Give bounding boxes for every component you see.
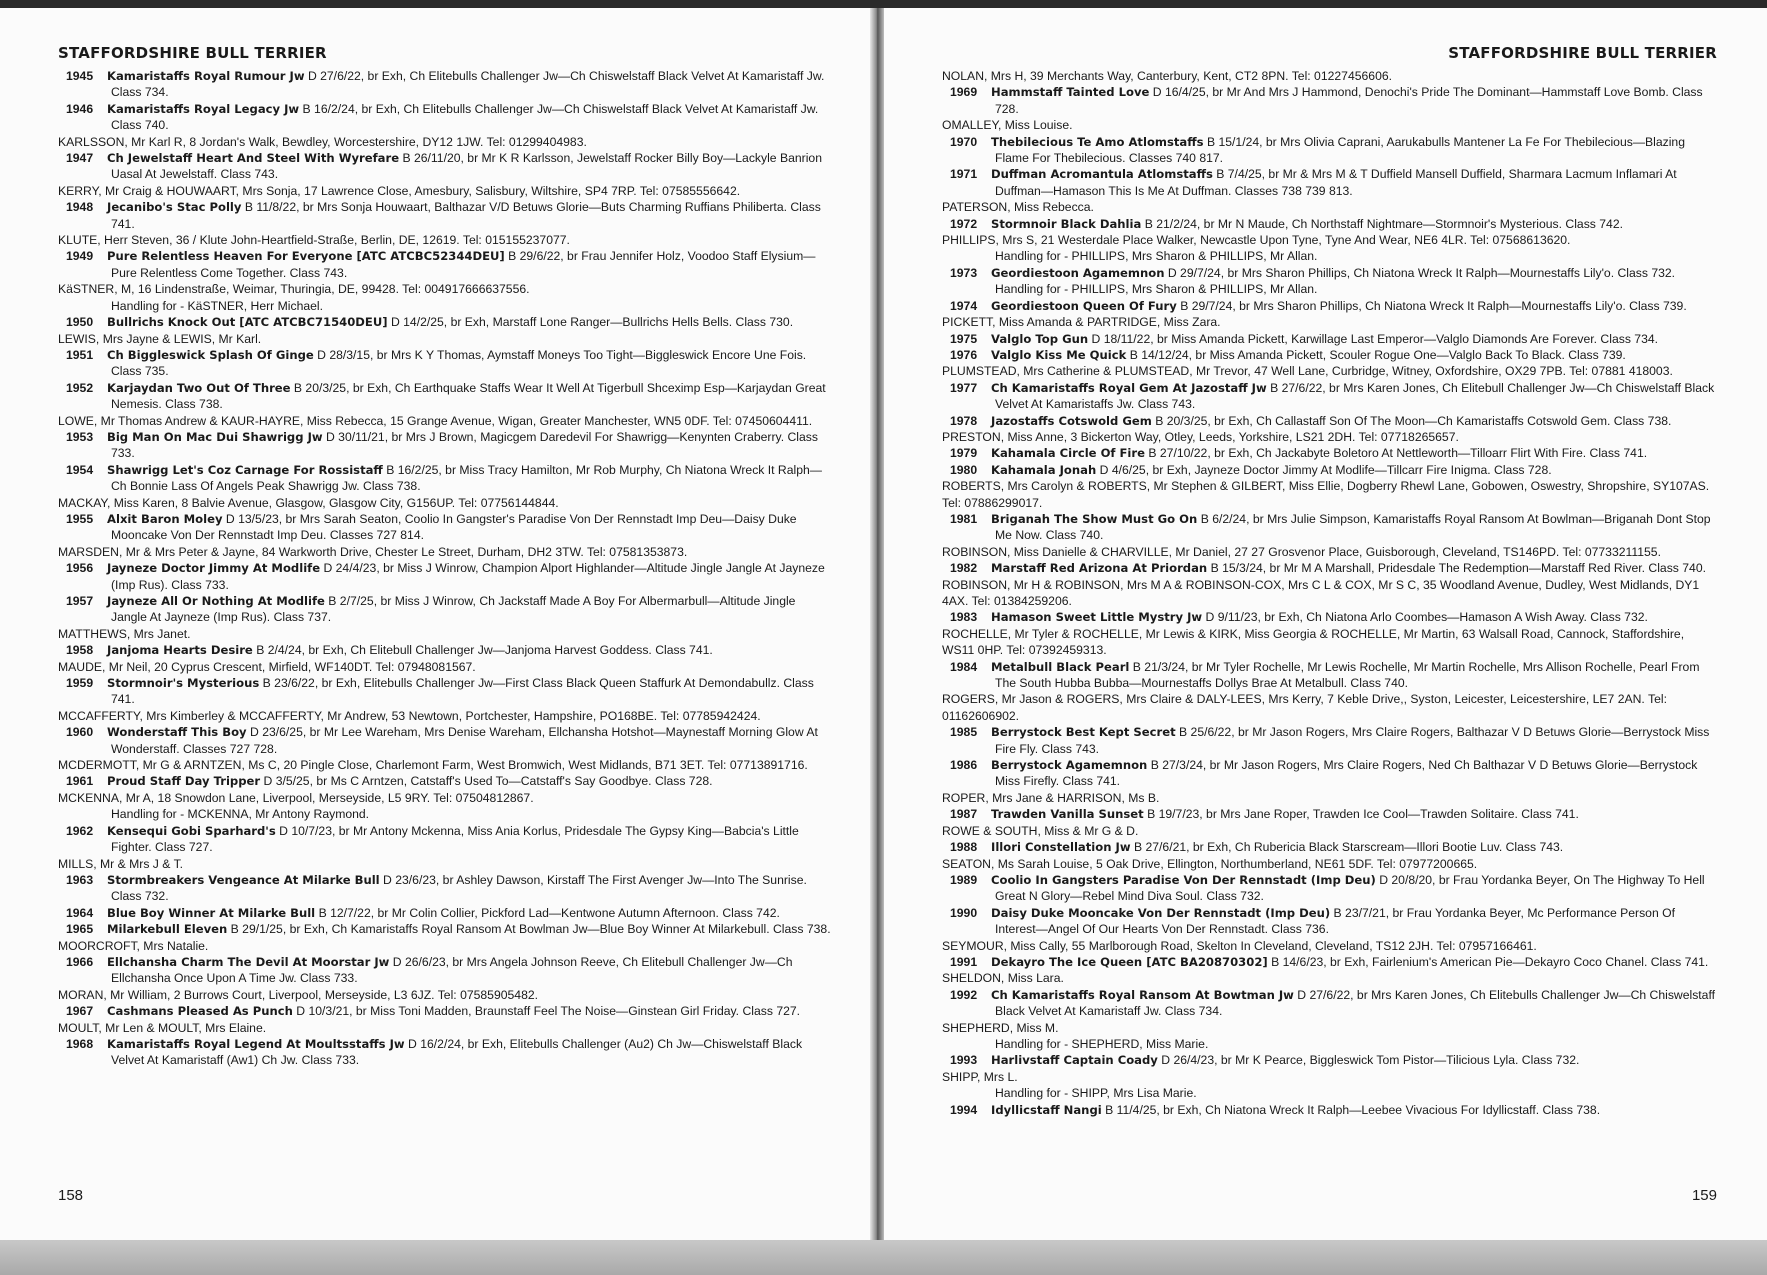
- entry-details: D 3/5/25, br Ms C Arntzen, Catstaff's Used To—Catstaff's Say Goodbye. Class 728.: [263, 774, 713, 789]
- catalogue-entry: [58, 642, 834, 658]
- dog-name: Harlivstaff Captain Coady: [991, 1053, 1158, 1068]
- entry-number: 1985: [950, 725, 978, 740]
- entry-number: 1980: [950, 462, 978, 477]
- catalogue-entry: [58, 248, 834, 281]
- catalogue-entry: [942, 347, 1717, 363]
- entry-details: D 10/7/23, br Mr Antony Mckenna, Miss Ania Korlus, Pridesdale The Gypsy King—Babcia's Little Fighter. Class 727.: [111, 823, 799, 855]
- dog-name: Trawden Vanilla Sunset: [991, 807, 1144, 822]
- catalogue-entry: [942, 331, 1717, 347]
- catalogue-entry: [58, 675, 834, 708]
- catalogue-entry: [58, 954, 834, 987]
- catalogue-entry: [58, 101, 834, 134]
- dog-name: Milarkebull Eleven: [107, 922, 228, 937]
- page-heading: STAFFORDSHIRE BULL TERRIER: [1448, 44, 1717, 62]
- entry-details: B 23/7/21, br Frau Yordanka Beyer, Mc Performance Person Of Interest—Angel Of Our Hearts Von Der Rennstadt. Class 736.: [995, 905, 1675, 937]
- catalogue-entry: [942, 806, 1717, 822]
- entry-number: 1975: [950, 331, 978, 346]
- dog-name: Geordiestoon Agamemnon: [991, 265, 1165, 280]
- catalogue-entry: [942, 511, 1717, 544]
- entry-list: [58, 68, 834, 1069]
- catalogue-entry: [942, 1052, 1717, 1068]
- entry-details: D 29/7/24, br Mrs Sharon Phillips, Ch Niatona Wreck It Ralph—Mournestaffs Lily'o. Class 732.: [1167, 265, 1676, 280]
- entry-details: B 11/4/25, br Exh, Ch Niatona Wreck It Ralph—Leebee Vivacious For Idyllicstaff. Class 738.: [1105, 1102, 1601, 1117]
- owner-line: KERRY, Mr Craig & HOUWAART, Mrs Sonja, 17 Lawrence Close, Amesbury, Salisbury, Wiltshire, SP4 7RP. Tel: 07585556642.: [58, 183, 741, 198]
- catalogue-entry: [942, 84, 1717, 117]
- entry-number: 1987: [950, 807, 978, 822]
- dog-name: Berrystock Best Kept Secret: [991, 725, 1176, 740]
- entry-number: 1992: [950, 987, 978, 1002]
- catalogue-entry: [942, 659, 1717, 692]
- owner-line: MACKAY, Miss Karen, 8 Balvie Avenue, Glasgow, Glasgow City, G156UP. Tel: 07756144844.: [58, 495, 559, 510]
- entry-number: 1983: [950, 610, 978, 625]
- entry-number: 1971: [950, 167, 978, 182]
- catalogue-entry: [942, 560, 1717, 576]
- entry-number: 1991: [950, 954, 978, 969]
- catalogue-entry: [58, 1003, 834, 1019]
- entry-details: D 24/4/23, br Miss J Winrow, Champion Alport Highlander—Altitude Jingle Jangle At Jayneze (Imp Rus). Class 733.: [111, 561, 825, 592]
- dog-name: Kahamala Jonah: [991, 462, 1097, 477]
- catalogue-entry: [942, 724, 1717, 757]
- entry-number: 1949: [66, 249, 94, 264]
- entry-number: 1945: [66, 69, 94, 83]
- catalogue-entry: [942, 462, 1717, 478]
- entry-details: B 20/3/25, br Exh, Ch Callastaff Son Of The Moon—Ch Kamaristaffs Cotswold Gem. Class 738.: [1155, 413, 1672, 428]
- dog-name: Kamaristaffs Royal Legacy Jw: [107, 101, 300, 116]
- dog-name: Kahamala Circle Of Fire: [991, 446, 1145, 461]
- owner-line: PRESTON, Miss Anne, 3 Bickerton Way, Otley, Leeds, Yorkshire, LS21 2DH. Tel: 07718265657.: [942, 429, 1459, 444]
- dog-name: Geordiestoon Queen Of Fury: [991, 298, 1177, 313]
- entry-details: B 16/2/25, br Miss Tracy Hamilton, Mr Rob Murphy, Ch Niatona Wreck It Ralph—Ch Bonnie Lass Of Angels Peak Shawrigg Jw. Class 738.: [111, 462, 822, 494]
- entry-number: 1976: [950, 347, 978, 362]
- entry-details: D 13/5/23, br Mrs Sarah Seaton, Coolio In Gangster's Paradise Von Der Rennstadt Imp Deu—Daisy Duke Mooncake Von Der Rennstadt Imp Deu. Classes 727 814.: [111, 511, 797, 543]
- entry-number: 1977: [950, 380, 978, 395]
- entry-details: B 14/6/23, br Exh, Fairlenium's American Pie—Dekayro Coco Chanel. Class 741.: [1271, 954, 1709, 969]
- catalogue-entry: [58, 150, 834, 183]
- entry-number: 1969: [950, 85, 978, 100]
- owner-line: KäSTNER, M, 16 Lindenstraße, Weimar, Thuringia, DE, 99428. Tel: 004917666637556.: [58, 282, 530, 297]
- entry-details: B 6/2/24, br Mrs Julie Simpson, Kamaristaffs Royal Ransom At Bowlman—Briganah Dont Stop Me Now. Class 740.: [995, 511, 1711, 543]
- owner-line: PICKETT, Miss Amanda & PARTRIDGE, Miss Zara.: [942, 315, 1221, 330]
- entry-details: B 16/2/24, br Exh, Ch Elitebulls Challenger Jw—Ch Chiswelstaff Black Velvet At Kamaristaff Jw. Class 740.: [111, 101, 819, 133]
- owner-line: MILLS, Mr & Mrs J & T.: [58, 856, 184, 871]
- owner-line: ROBINSON, Miss Danielle & CHARVILLE, Mr Daniel, 27 27 Grosvenor Place, Guisborough, Cleveland, TS146PD. Tel: 07733211155.: [942, 544, 1661, 559]
- entry-details: B 21/3/24, br Mr Tyler Rochelle, Mr Lewis Rochelle, Mr Martin Rochelle, Mrs Allison Rochelle, Pearl From The South Hubba Bubba—Mournestaffs Dollys Brae At Metalbull. Class 740.: [995, 659, 1700, 691]
- catalogue-entry: [58, 921, 834, 937]
- entry-number: 1965: [66, 922, 94, 937]
- entry-details: D 30/11/21, br Mrs J Brown, Magicgem Daredevil For Shawrigg—Kenynten Craberry. Class 733.: [111, 429, 818, 461]
- catalogue-entry: [942, 298, 1717, 314]
- entry-details: B 2/7/25, br Miss J Winrow, Ch Jackstaff Made A Boy For Albermarbull—Altitude Jingle Jangle At Jayneze (Imp Rus). Class 737.: [111, 594, 796, 625]
- owner-line: PATERSON, Miss Rebecca.: [942, 200, 1094, 215]
- catalogue-entry: [942, 872, 1717, 905]
- dog-name: Duffman Acromantula Atlomstaffs: [991, 167, 1213, 182]
- entry-details: B 27/6/21, br Exh, Ch Rubericia Black Starscream—Illori Bootie Luv. Class 743.: [1133, 840, 1564, 855]
- catalogue-entry: [942, 380, 1717, 413]
- entry-details: B 19/7/23, br Mrs Jane Roper, Trawden Ice Cool—Trawden Solitaire. Class 741.: [1147, 807, 1579, 822]
- entry-details: B 11/8/22, br Mrs Sonja Houwaart, Balthazar V/D Betuws Glorie—Buts Charming Ruffians Philiberta. Class 741.: [111, 200, 821, 231]
- entry-number: 1962: [66, 823, 94, 838]
- dog-name: Coolio In Gangsters Paradise Von Der Rennstadt (Imp Deu): [991, 872, 1376, 887]
- entry-details: B 26/11/20, br Mr K R Karlsson, Jewelstaff Rocker Billy Boy—Lackyle Banrion Uasal At Jewelstaff. Class 743.: [111, 151, 822, 182]
- catalogue-page-left: [0, 8, 870, 1240]
- entry-number: 1978: [950, 413, 978, 428]
- entry-details: D 18/11/22, br Miss Amanda Pickett, Karwillage Last Emperor—Valglo Diamonds Are Forever. Class 734.: [1091, 331, 1659, 346]
- dog-name: Briganah The Show Must Go On: [991, 511, 1198, 526]
- owner-line: ROBERTS, Mrs Carolyn & ROBERTS, Mr Stephen & GILBERT, Miss Ellie, Dogberry Rhewl Lane, Gobowen, Oswestry, Shropshire, SY107AS. Tel: 07886299017.: [942, 479, 1710, 510]
- entry-number: 1956: [66, 561, 94, 576]
- handler-line: Handling for - PHILLIPS, Mrs Sharon & PHILLIPS, Mr Allan.: [995, 249, 1318, 264]
- entry-number: 1981: [950, 511, 978, 526]
- owner-line: ROPER, Mrs Jane & HARRISON, Ms B.: [942, 790, 1160, 805]
- catalogue-entry: [942, 216, 1717, 232]
- owner-line: MCCAFFERTY, Mrs Kimberley & MCCAFFERTY, Mr Andrew, 53 Newtown, Portchester, Hampshire, PO168BE. Tel: 07785942424.: [58, 708, 761, 723]
- page-number: 158: [58, 1187, 84, 1204]
- entry-details: D 26/4/23, br Mr K Pearce, Biggleswick Tom Pistor—Tilicious Lyla. Class 732.: [1161, 1053, 1580, 1068]
- catalogue-entry: [58, 560, 834, 593]
- entry-list: [942, 68, 1717, 1118]
- owner-line: NOLAN, Mrs H, 39 Merchants Way, Canterbury, Kent, CT2 8PN. Tel: 01227456606.: [942, 69, 1393, 83]
- entry-details: D 16/4/25, br Mr And Mrs J Hammond, Denochi's Pride The Dominant—Hammstaff Love Bomb. Class 728.: [995, 85, 1703, 116]
- owner-line: SHIPP, Mrs L.: [942, 1069, 1018, 1084]
- entry-details: B 27/3/24, br Mr Jason Rogers, Mrs Claire Rogers, Ned Ch Balthazar V D Betuws Glorie—Berrystock Miss Firefly. Class 741.: [995, 758, 1698, 789]
- catalogue-entry: [942, 757, 1717, 790]
- owner-line: MOULT, Mr Len & MOULT, Mrs Elaine.: [58, 1020, 267, 1035]
- catalogue-entry: [58, 593, 834, 626]
- catalogue-entry: [58, 347, 834, 380]
- dog-name: Hammstaff Tainted Love: [991, 85, 1150, 100]
- entry-number: 1961: [66, 774, 94, 789]
- entry-number: 1968: [66, 1036, 94, 1051]
- dog-name: Ellchansha Charm The Devil At Moorstar Jw: [107, 954, 390, 969]
- entry-details: D 16/2/24, br Exh, Elitebulls Challenger (Au2) Ch Jw—Chiswelstaff Black Velvet At Kamaristaff (Aw1) Ch Jw. Class 733.: [111, 1036, 803, 1068]
- entry-number: 1953: [66, 429, 94, 444]
- catalogue-page-right: [884, 8, 1767, 1240]
- entry-details: B 15/3/24, br Mr M A Marshall, Pridesdale The Redemption—Marstaff Red River. Class 740.: [1210, 561, 1706, 576]
- owner-line: MORAN, Mr William, 2 Burrows Court, Liverpool, Merseyside, L3 6JZ. Tel: 07585905482.: [58, 987, 539, 1002]
- catalogue-entry: [942, 987, 1717, 1020]
- catalogue-entry: [942, 609, 1717, 625]
- owner-line: MCKENNA, Mr A, 18 Snowdon Lane, Liverpool, Merseyside, L5 9RY. Tel: 07504812867.: [58, 790, 534, 805]
- dog-name: Jayneze All Or Nothing At Modlife: [107, 594, 325, 608]
- catalogue-entry: [942, 413, 1717, 429]
- dog-name: Daisy Duke Mooncake Von Der Rennstadt (Imp Deu): [991, 905, 1331, 920]
- handler-line: Handling for - MCKENNA, Mr Antony Raymond.: [111, 807, 370, 822]
- owner-line: MOORCROFT, Mrs Natalie.: [58, 938, 209, 953]
- dog-name: Hamason Sweet Little Mystry Jw: [991, 610, 1203, 625]
- entry-details: D 28/3/15, br Mrs K Y Thomas, Aymstaff Moneys Too Tight—Biggleswick Encore Une Fois. Class 735.: [111, 347, 807, 379]
- catalogue-entry: [942, 445, 1717, 461]
- entry-number: 1964: [66, 905, 94, 920]
- entry-details: B 12/7/22, br Mr Colin Collier, Pickford Lad—Kentwone Autumn Afternoon. Class 742.: [318, 905, 780, 920]
- catalogue-entry: [942, 839, 1717, 855]
- entry-number: 1963: [66, 872, 94, 887]
- dog-name: Cashmans Pleased As Punch: [107, 1004, 293, 1019]
- dog-name: Dekayro The Ice Queen [ATC BA20870302]: [991, 954, 1268, 969]
- catalogue-entry: [58, 724, 834, 757]
- scan-bottom-edge: [0, 1240, 1767, 1275]
- entry-details: B 27/6/22, br Mrs Karen Jones, Ch Elitebull Challenger Jw—Ch Chiswelstaff Black Velvet At Kamaristaffs Jw. Class 743.: [995, 380, 1715, 412]
- owner-line: SEATON, Ms Sarah Louise, 5 Oak Drive, Ellington, Northumberland, NE61 5DF. Tel: 07977200665.: [942, 856, 1478, 871]
- dog-name: Illori Constellation Jw: [991, 840, 1131, 855]
- dog-name: Jecanibo's Stac Polly: [107, 200, 242, 215]
- entry-number: 1966: [66, 954, 94, 969]
- entry-number: 1950: [66, 315, 94, 330]
- owner-line: MAUDE, Mr Neil, 20 Cyprus Crescent, Mirfield, WF140DT. Tel: 07948081567.: [58, 659, 476, 674]
- owner-line: KLUTE, Herr Steven, 36 / Klute John-Heartfield-Straße, Berlin, DE, 12619. Tel: 015155237077.: [58, 233, 570, 248]
- entry-number: 1951: [66, 347, 94, 362]
- dog-name: Thebilecious Te Amo Atlomstaffs: [991, 134, 1204, 149]
- owner-line: SEYMOUR, Miss Cally, 55 Marlborough Road, Skelton In Cleveland, Cleveland, TS12 2JH. Tel: 07957166461.: [942, 938, 1537, 953]
- dog-name: Ch Biggleswick Splash Of Ginge: [107, 347, 314, 362]
- handler-line: Handling for - KäSTNER, Herr Michael.: [111, 298, 323, 313]
- entry-details: D 27/6/22, br Mrs Karen Jones, Ch Elitebulls Challenger Jw—Ch Chiswelstaff Black Velvet At Kamaristaff Jw. Class 734.: [995, 987, 1716, 1019]
- catalogue-entry: [58, 199, 834, 232]
- entry-details: B 29/6/22, br Frau Jennifer Holz, Voodoo Staff Elysium—Pure Relentless Come Together. Class 743.: [111, 249, 816, 280]
- entry-details: D 20/8/20, br Frau Yordanka Beyer, On The Highway To Hell Great N Glory—Rebel Mind Diva Soul. Class 732.: [995, 872, 1705, 904]
- dog-name: Stormbreakers Vengeance At Milarke Bull: [107, 872, 380, 887]
- entry-number: 1984: [950, 659, 978, 674]
- dog-name: Proud Staff Day Tripper: [107, 774, 261, 789]
- catalogue-entry: [58, 380, 834, 413]
- dog-name: Stormnoir's Mysterious: [107, 676, 260, 691]
- owner-line: ROGERS, Mr Jason & ROGERS, Mrs Claire & DALY-LEES, Mrs Kerry, 7 Keble Drive,, Syston, Leicester, Leicestershire, LE7 2AN. Tel: 01162606902.: [942, 692, 1667, 723]
- entry-number: 1959: [66, 676, 94, 691]
- dog-name: Stormnoir Black Dahlia: [991, 216, 1142, 231]
- page-number: 159: [1691, 1187, 1717, 1204]
- dog-name: Wonderstaff This Boy: [107, 725, 247, 740]
- catalogue-entry: [942, 134, 1717, 167]
- entry-details: B 29/1/25, br Exh, Ch Kamaristaffs Royal Ransom At Bowlman Jw—Blue Boy Winner At Milarkebull. Class 738.: [230, 922, 831, 937]
- entry-number: 1988: [950, 840, 978, 855]
- dog-name: Kamaristaffs Royal Legend At Moultsstaffs Jw: [107, 1036, 405, 1051]
- entry-number: 1989: [950, 872, 978, 887]
- owner-line: OMALLEY, Miss Louise.: [942, 118, 1073, 133]
- entry-details: D 27/6/22, br Exh, Ch Elitebulls Challenger Jw—Ch Chiswelstaff Black Velvet At Kamaristaff Jw. Class 734.: [111, 69, 825, 100]
- catalogue-entry: [58, 823, 834, 856]
- catalogue-entry: [58, 872, 834, 905]
- catalogue-entry: [58, 314, 834, 330]
- entry-number: 1952: [66, 380, 94, 395]
- dog-name: Kensequi Gobi Sparhard's: [107, 823, 276, 838]
- catalogue-entry: [58, 905, 834, 921]
- entry-number: 1958: [66, 643, 94, 658]
- catalogue-entry: [58, 462, 834, 495]
- entry-number: 1960: [66, 725, 94, 740]
- entry-number: 1972: [950, 216, 978, 231]
- entry-number: 1954: [66, 462, 94, 477]
- owner-line: SHEPHERD, Miss M.: [942, 1020, 1059, 1035]
- owner-line: MATTHEWS, Mrs Janet.: [58, 626, 191, 641]
- catalogue-entry: [942, 1102, 1717, 1118]
- dog-name: Marstaff Red Arizona At Priordan: [991, 561, 1208, 576]
- dog-name: Ch Kamaristaffs Royal Gem At Jazostaff Jw: [991, 380, 1267, 395]
- entry-details: D 9/11/23, br Exh, Ch Niatona Arlo Coombes—Hamason A Wish Away. Class 732.: [1205, 610, 1648, 625]
- entry-number: 1994: [950, 1102, 978, 1117]
- dog-name: Jayneze Doctor Jimmy At Modlife: [107, 561, 321, 576]
- entry-number: 1946: [66, 101, 94, 116]
- entry-details: B 29/7/24, br Mrs Sharon Phillips, Ch Niatona Wreck It Ralph—Mournestaffs Lily'o. Class 739.: [1180, 298, 1687, 313]
- owner-line: PLUMSTEAD, Mrs Catherine & PLUMSTEAD, Mr Trevor, 47 Well Lane, Curbridge, Witney, Oxfordshire, OX29 7PB. Tel: 07881 418003.: [942, 364, 1673, 379]
- owner-line: ROCHELLE, Mr Tyler & ROCHELLE, Mr Lewis & KIRK, Miss Georgia & ROCHELLE, Mr Martin, 63 Walsall Road, Cannock, Staffordshire, WS11 0HP. Tel: 07392459313.: [942, 626, 1685, 658]
- entry-details: B 2/4/24, br Exh, Ch Elitebull Challenger Jw—Janjoma Harvest Goddess. Class 741.: [256, 643, 713, 658]
- dog-name: Big Man On Mac Dui Shawrigg Jw: [107, 429, 323, 444]
- entry-details: B 20/3/25, br Exh, Ch Earthquake Staffs Wear It Well At Tigerbull Shceximp Esp—Karjaydan Great Nemesis. Class 738.: [111, 380, 826, 412]
- entry-number: 1974: [950, 298, 978, 313]
- handler-line: Handling for - SHEPHERD, Miss Marie.: [995, 1036, 1209, 1051]
- entry-number: 1982: [950, 561, 978, 576]
- entry-details: D 10/3/21, br Miss Toni Madden, Braunstaff Feel The Noise—Ginstean Girl Friday. Class 727.: [296, 1004, 801, 1019]
- page-heading: STAFFORDSHIRE BULL TERRIER: [58, 44, 327, 62]
- entry-number: 1986: [950, 758, 978, 773]
- entry-number: 1990: [950, 905, 978, 920]
- dog-name: Bullrichs Knock Out [ATC ATCBC71540DEU]: [107, 315, 388, 330]
- entry-details: B 25/6/22, br Mr Jason Rogers, Mrs Claire Rogers, Balthazar V D Betuws Glorie—Berrystock Miss Fire Fly. Class 743.: [995, 725, 1710, 756]
- catalogue-entry: [58, 511, 834, 544]
- entry-details: B 21/2/24, br Mr N Maude, Ch Northstaff Nightmare—Stormnoir's Mysterious. Class 742.: [1144, 216, 1624, 231]
- owner-line: KARLSSON, Mr Karl R, 8 Jordan's Walk, Bewdley, Worcestershire, DY12 1JW. Tel: 01299404983.: [58, 134, 587, 149]
- entry-number: 1967: [66, 1004, 94, 1019]
- dog-name: Pure Relentless Heaven For Everyone [ATC ATCBC52344DEU]: [107, 249, 505, 264]
- owner-line: SHELDON, Miss Lara.: [942, 971, 1064, 986]
- dog-name: Janjoma Hearts Desire: [107, 643, 253, 658]
- owner-line: PHILLIPS, Mrs S, 21 Westerdale Place Walker, Newcastle Upon Tyne, Tyne And Wear, NE6 4LR. Tel: 07568613620.: [942, 233, 1571, 248]
- entry-details: D 23/6/23, br Ashley Dawson, Kirstaff The First Avenger Jw—Into The Sunrise. Class 732.: [111, 872, 807, 904]
- entry-number: 1973: [950, 265, 978, 280]
- dog-name: Metalbull Black Pearl: [991, 659, 1130, 674]
- dog-name: Alxit Baron Moley: [107, 511, 223, 526]
- entry-details: B 23/6/22, br Exh, Elitebulls Challenger Jw—First Class Black Queen Staffurk At Demondabullz. Class 741.: [111, 676, 814, 707]
- entry-details: B 7/4/25, br Mr & Mrs M & T Duffield Mansell Duffield, Sharmara Lacmum Inflamari At Duffman—Hamason This Is Me At Duffman. Classes 738 739 813.: [995, 167, 1677, 198]
- catalogue-entry: [942, 166, 1717, 199]
- entry-details: B 27/10/22, br Exh, Ch Jackabyte Boletoro At Nettleworth—Tilloarr Flirt With Fire. Class 741.: [1148, 446, 1648, 461]
- handler-line: Handling for - PHILLIPS, Mrs Sharon & PHILLIPS, Mr Allan.: [995, 282, 1318, 297]
- entry-number: 1979: [950, 446, 978, 461]
- dog-name: Valglo Top Gun: [991, 331, 1089, 346]
- dog-name: Karjaydan Two Out Of Three: [107, 380, 291, 395]
- dog-name: Idyllicstaff Nangi: [991, 1102, 1102, 1117]
- owner-line: LEWIS, Mrs Jayne & LEWIS, Mr Karl.: [58, 331, 262, 346]
- owner-line: MCDERMOTT, Mr G & ARNTZEN, Ms C, 20 Pingle Close, Charlemont Farm, West Bromwich, West Midlands, B71 3ET. Tel: 07713891716.: [58, 758, 808, 773]
- entry-number: 1947: [66, 151, 94, 166]
- entry-number: 1955: [66, 511, 94, 526]
- catalogue-entry: [58, 429, 834, 462]
- catalogue-entry: [942, 905, 1717, 938]
- handler-line: Handling for - SHIPP, Mrs Lisa Marie.: [995, 1086, 1197, 1101]
- owner-line: MARSDEN, Mr & Mrs Peter & Jayne, 84 Warkworth Drive, Chester Le Street, Durham, DH2 3TW. Tel: 07581353873.: [58, 544, 688, 559]
- entry-number: 1948: [66, 200, 94, 215]
- dog-name: Blue Boy Winner At Milarke Bull: [107, 905, 316, 920]
- entry-details: B 14/12/24, br Miss Amanda Pickett, Scouler Rogue One—Valglo Back To Black. Class 739.: [1129, 347, 1626, 362]
- entry-details: B 15/1/24, br Mrs Olivia Caprani, Aarukabulls Mantener La Fe For Thebilecious—Blazing Flame For Thebilecious. Classes 740 817.: [995, 134, 1685, 166]
- catalogue-entry: [942, 265, 1717, 281]
- book-spine: [870, 8, 884, 1240]
- dog-name: Ch Kamaristaffs Royal Ransom At Bowtman Jw: [991, 987, 1294, 1002]
- dog-name: Shawrigg Let's Coz Carnage For Rossistaff: [107, 462, 383, 477]
- dog-name: Kamaristaffs Royal Rumour Jw: [107, 69, 305, 83]
- dog-name: Ch Jewelstaff Heart And Steel With Wyrefare: [107, 151, 400, 166]
- dog-name: Berrystock Agamemnon: [991, 758, 1148, 773]
- entry-details: D 4/6/25, br Exh, Jayneze Doctor Jimmy At Modlife—Tillcarr Fire Inigma. Class 728.: [1099, 462, 1552, 477]
- entry-details: D 26/6/23, br Mrs Angela Johnson Reeve, Ch Elitebull Challenger Jw—Ch Ellchansha Once Upon A Time Jw. Class 733.: [111, 954, 793, 986]
- dog-name: Valglo Kiss Me Quick: [991, 347, 1127, 362]
- catalogue-entry: [942, 954, 1717, 970]
- catalogue-entry: [58, 68, 834, 101]
- owner-line: LOWE, Mr Thomas Andrew & KAUR-HAYRE, Miss Rebecca, 15 Grange Avenue, Wigan, Greater Manchester, WN5 0DF. Tel: 07450604411.: [58, 413, 813, 428]
- dog-name: Jazostaffs Cotswold Gem: [991, 413, 1152, 428]
- entry-details: D 23/6/25, br Mr Lee Wareham, Mrs Denise Wareham, Ellchansha Hotshot—Maynestaff Morning Glow At Wonderstaff. Classes 727 728.: [111, 725, 818, 756]
- entry-details: D 14/2/25, br Exh, Marstaff Lone Ranger—Bullrichs Hells Bells. Class 730.: [390, 315, 794, 330]
- catalogue-entry: [58, 1036, 834, 1069]
- catalogue-entry: [58, 773, 834, 789]
- entry-number: 1957: [66, 594, 94, 608]
- entry-number: 1970: [950, 134, 978, 149]
- owner-line: ROWE & SOUTH, Miss & Mr G & D.: [942, 823, 1139, 838]
- entry-number: 1993: [950, 1053, 978, 1068]
- owner-line: ROBINSON, Mr H & ROBINSON, Mrs M A & ROBINSON-COX, Mrs C L & COX, Mr S C, 35 Woodland Avenue, Dudley, West Midlands, DY1 4AX. Tel: 01384259206.: [942, 577, 1700, 608]
